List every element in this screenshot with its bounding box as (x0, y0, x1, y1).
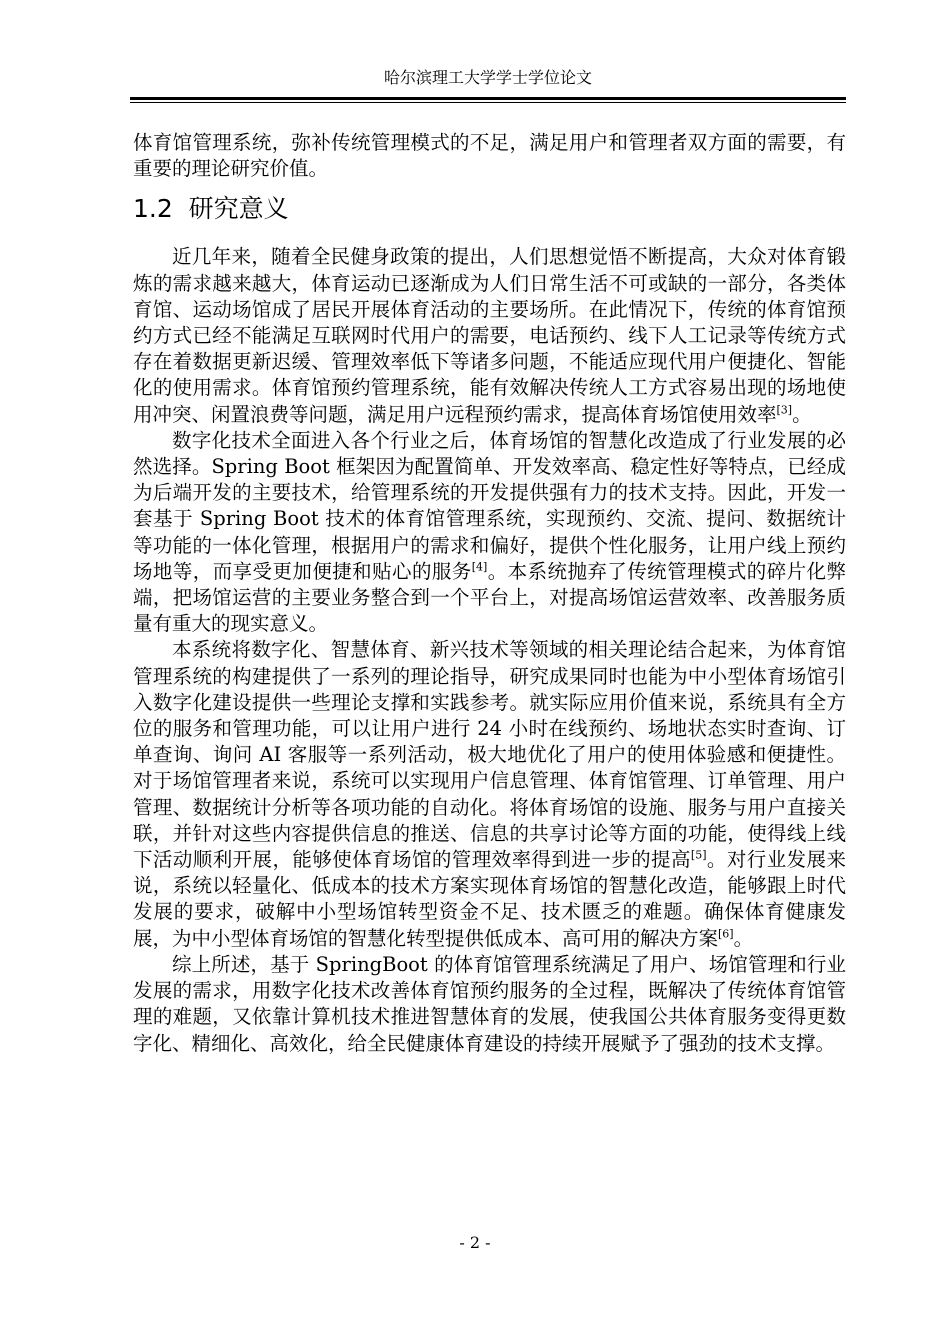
citation-mark: [3] (776, 403, 793, 417)
citation-mark: [6] (718, 927, 734, 941)
page-body (133, 130, 846, 1057)
page-number: - 2 - (459, 1233, 491, 1252)
paragraph-text: 本系统将数字化、智慧体育、新兴技术等领域的相关理论结合起来，为体育馆管理系统的构建提供了一系列的理论指导，研究成果同时也能为中小型体育场馆引入数字化建设提供一些理论支撑和实践参考。就实际应用价值来说，系统具有全方位的服务和管理功能，可以让用户进行 24 小时在线预约、场地状态实时查询、订单查询、询问 AI 客服等一系列活动，极大地优化了用户的使用体验感和便捷性。对于场馆管理者来说，系统可以实现用户信息管理、体育馆管理、订单管理、用户管理、数据统计分析等各项功能的自动化。将体育场馆的设施、服务与用户直接关联，并针对这些内容提供信息的推送、信息的共享讨论等方面的功能，使得线上线下活动顺利开展，能够使体育场馆的管理效率得到进一步的提高 (133, 638, 846, 872)
header-rule-thin (130, 102, 846, 103)
citation-mark: [5] (690, 848, 707, 862)
paragraph-text: 近几年来，随着全民健身政策的提出，人们思想觉悟不断提高，大众对体育锻炼的需求越来越大，体育运动已逐渐成为人们日常生活不可或缺的一部分，各类体育馆、运动场馆成了居民开展体育活动的主要场所。在此情况下，传统的体育馆预约方式已经不能满足互联网时代用户的需要，电话预约、线下人工记录等传统方式存在着数据更新迟缓、管理效率低下等诸多问题，不能适应现代用户便捷化、智能化的使用需求。体育馆预约管理系统，能有效解决传统人工方式容易出现的场地使用冲突、闲置浪费等问题，满足用户远程预约需求，提高体育场馆使用效率 (133, 245, 846, 426)
paragraph-tail: 。 (733, 926, 754, 950)
intro-paragraph: 体育馆管理系统，弥补传统管理模式的不足，满足用户和管理者双方面的需要，有重要的理论研究价值。 (133, 131, 846, 181)
paragraph-text: 综上所述，基于 SpringBoot 的体育馆管理系统满足了用户、场馆管理和行业发展的需求，用数字化技术改善体育馆预约服务的全过程，既解决了传统体育馆管理的难题，又依靠计算机技术推进智慧体育的发展，使我国公共体育服务变得更数字化、精细化、高效化，给全民健康体育建设的持续开展赋予了强劲的技术支撑。 (133, 952, 846, 1055)
body-paragraph-2 (133, 428, 846, 638)
paragraph-tail: 。对行业发展来说，系统以轻量化、低成本的技术方案实现体育场馆的智慧化改造，能够跟上时代发展的要求，破解中小型场馆转型资金不足、技术匮乏的难题。确保体育健康发展，为中小型体育场馆的智慧化转型提供低成本、高可用的解决方案 (133, 848, 846, 950)
paragraph-tail: 。本系统抛弃了传统管理模式的碎片化弊端，把场馆运营的主要业务整合到一个平台上，对提高场馆运营效率、改善服务质量有重大的现实意义。 (133, 559, 846, 636)
header-rule-thick (130, 97, 846, 100)
section-heading (133, 192, 846, 226)
paragraph-tail: 。 (792, 402, 812, 426)
body-paragraph-4 (133, 952, 846, 1057)
citation-mark: [4] (471, 560, 488, 574)
section-title: 研究意义 (188, 194, 289, 224)
section-number: 1.2 (133, 194, 173, 224)
body-paragraph-1 (133, 244, 846, 427)
body-paragraph-3 (133, 637, 846, 951)
paragraph-text: 数字化技术全面进入各个行业之后，体育场馆的智慧化改造成了行业发展的必然选择。Spring Boot 框架因为配置简单、开发效率高、稳定性好等特点，已经成为后端开发的主要技术，给管理系统的开发提供强有力的技术支持。因此，开发一套基于 Spring Boot 技术的体育馆管理系统，实现预约、交流、提问、数据统计等功能的一体化管理，根据用户的需求和偏好，提供个性化服务，让用户线上预约场地等，而享受更加便捷和贴心的服务 (133, 428, 846, 583)
header-title: 哈尔滨理工大学学士学位论文 (383, 68, 592, 87)
